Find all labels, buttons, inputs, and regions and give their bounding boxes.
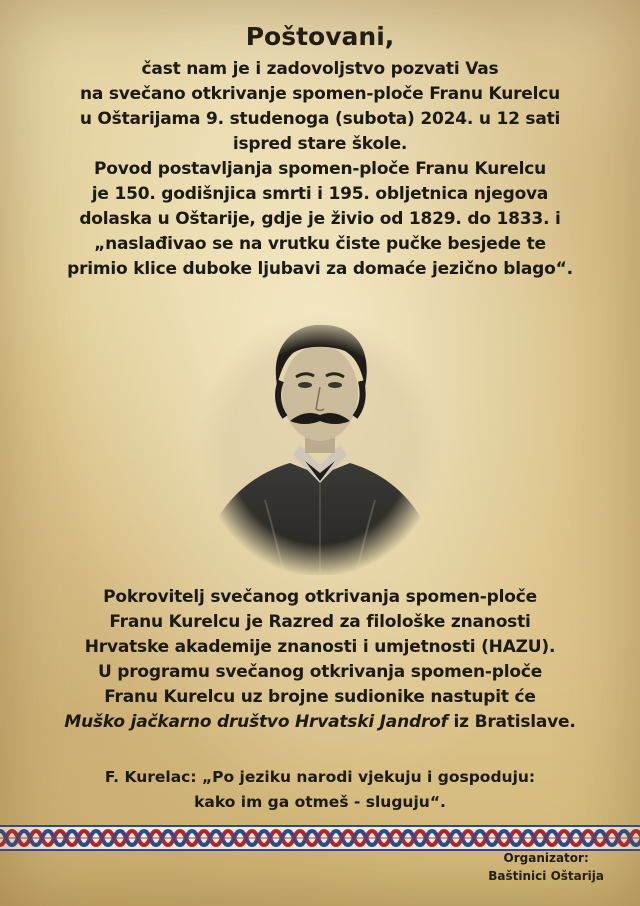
text-line: Hrvatske akademije znanosti i umjetnosti (HAZU). bbox=[84, 637, 556, 657]
text-line: dolaska u Oštarije, gdje je živio od 1829. do 1833. i bbox=[79, 209, 561, 229]
greeting-heading: Poštovani, bbox=[245, 22, 395, 51]
choir-name: Muško jačkarno društvo Hrvatski Jandrof bbox=[64, 712, 448, 732]
choir-origin: iz Bratislave. bbox=[447, 712, 576, 732]
quote-line: F. Kurelac: „Po jeziku narodi vjekuju i gospoduju: bbox=[104, 768, 536, 786]
sponsor-text bbox=[0, 585, 640, 735]
portrait-image bbox=[195, 305, 445, 575]
organizer-credit bbox=[488, 849, 604, 885]
text-line: je 150. godišnjica smrti i 195. obljetnica njegova bbox=[91, 184, 549, 204]
text-line: Franu Kurelcu uz brojne sudionike nastupit će bbox=[104, 687, 536, 707]
text-line: u Oštarijama 9. studenoga (subota) 2024. u 12 sati bbox=[79, 109, 561, 129]
quote-line: kako im ga otmeš - sluguju“. bbox=[194, 793, 446, 811]
text-line: čast nam je i zadovoljstvo pozvati Vas bbox=[141, 59, 499, 79]
text-line: Pokrovitelj svečanog otkrivanja spomen-ploče bbox=[103, 587, 537, 607]
text-line: ispred stare škole. bbox=[232, 134, 408, 154]
invitation-text bbox=[0, 57, 640, 282]
text-line: na svečano otkrivanje spomen-ploče Franu Kurelcu bbox=[79, 84, 561, 104]
text-line: „naslađivao se na vrutku čiste pučke besjede te bbox=[94, 234, 546, 254]
text-line: Franu Kurelcu je Razred za filološke znanosti bbox=[109, 612, 531, 632]
organizer-name: Baštinici Oštarija bbox=[488, 869, 604, 883]
text-line bbox=[0, 710, 640, 735]
text-line: primio klice duboke ljubavi za domaće jezično blago“. bbox=[67, 259, 573, 279]
kurelac-quote bbox=[0, 765, 640, 815]
croatian-pleter-border bbox=[0, 825, 640, 851]
text-line: U programu svečanog otkrivanja spomen-ploče bbox=[97, 662, 543, 682]
organizer-label: Organizator: bbox=[503, 851, 589, 865]
text-line: Povod postavljanja spomen-ploče Franu Kurelcu bbox=[93, 159, 547, 179]
